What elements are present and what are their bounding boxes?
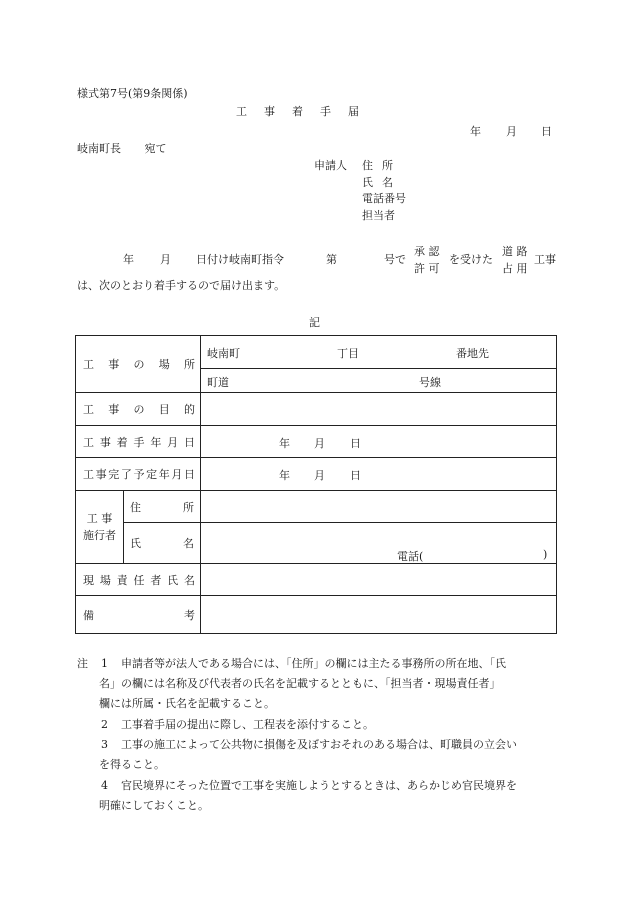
remarks-cell[interactable] [201, 596, 557, 634]
contractor-label-line1: 工 事 [86, 512, 113, 525]
location-road-type: 町道 [207, 376, 229, 389]
end-day: 日 [350, 469, 361, 482]
purpose-label: 工事の目的 [76, 393, 201, 426]
note-3-line-2: を得ること。 [99, 758, 165, 771]
body-dated-instruction: 日付け岐南町指令 [196, 253, 284, 266]
contractor-address-cell[interactable] [201, 491, 557, 523]
contractor-label [76, 491, 124, 564]
location-label: 工事の場所 [76, 336, 201, 393]
body-number-prefix: 第 [326, 253, 337, 266]
note-1-line-2: 名」の欄には名称及び代表者の氏名を記載するとともに、「担当者・現場責任者」 [99, 677, 501, 690]
end-date-label: 工事完了予定年月日 [76, 458, 201, 491]
end-date-row [76, 458, 557, 491]
body-line2: は、次のとおり着手するので届け出ます。 [77, 279, 286, 292]
applicant-label: 申請人 [314, 159, 347, 172]
note-3-number: 3 [101, 738, 108, 751]
site-manager-label: 現場責任者氏名 [76, 564, 201, 596]
end-month: 月 [314, 469, 325, 482]
applicant-phone-label: 電話番号 [362, 192, 406, 205]
date-month-label: 月 [506, 125, 517, 138]
contractor-phone-close: ) [543, 548, 548, 561]
page-title: 工事着手届 [236, 105, 376, 118]
start-year: 年 [279, 437, 290, 450]
date-day-label: 日 [541, 125, 552, 138]
note-2-line-1: 工事着手届の提出に際し、工程表を添付すること。 [121, 718, 374, 731]
note-4-line-1: 官民境界にそった位置で工事を実施しようとするときは、あらかじめ官民境界を [121, 779, 517, 792]
location-road-cell[interactable] [201, 369, 557, 393]
start-date-label: 工事着手年月日 [76, 426, 201, 458]
start-month: 月 [314, 437, 325, 450]
contractor-address-label: 住所 [124, 491, 201, 523]
applicant-person-in-charge-label: 担当者 [362, 209, 395, 222]
note-1-line-3: 欄には所属・氏名を記載すること。 [99, 697, 275, 710]
purpose-cell[interactable] [201, 393, 557, 426]
body-year: 年 [123, 253, 134, 266]
note-4-line-2: 明確にしておくこと。 [99, 799, 209, 812]
permit-option-license: 許 可 [414, 262, 440, 275]
contractor-name-cell[interactable] [201, 523, 557, 564]
location-address-cell[interactable] [201, 336, 557, 369]
contractor-label-line2: 施行者 [83, 529, 116, 542]
remarks-label: 備考 [76, 596, 201, 634]
note-3-line-1: 工事の施工によって公共物に損傷を及ぼすおそれのある場合は、町職員の立会い [121, 738, 517, 751]
location-chome: 丁目 [337, 347, 359, 360]
body-construction: 工事 [534, 253, 556, 266]
body-month: 月 [160, 253, 171, 266]
note-2-number: 2 [101, 718, 108, 731]
construction-option-road: 道 路 [502, 245, 528, 258]
contractor-phone-label: 電話( [397, 550, 424, 563]
location-banchi: 番地先 [456, 347, 489, 360]
start-date-cell[interactable] [201, 426, 557, 458]
end-year: 年 [279, 469, 290, 482]
location-town: 岐南町 [207, 347, 240, 360]
ki-heading: 記 [309, 316, 320, 329]
note-1-line-1: 申請者等が法人である場合には、「住所」の欄には主たる事務所の所在地、「氏 [121, 657, 506, 670]
purpose-row [76, 393, 557, 426]
end-date-cell[interactable] [201, 458, 557, 491]
applicant-address-label: 住所 [362, 159, 402, 172]
addressee: 岐南町長 宛て [77, 142, 167, 155]
notes-heading: 注 [77, 657, 88, 670]
note-1-number: 1 [101, 657, 108, 670]
contractor-name-label: 氏名 [124, 523, 201, 564]
start-day: 日 [350, 437, 361, 450]
body-number-suffix: 号で [384, 253, 406, 266]
body-received: を受けた [449, 253, 493, 266]
construction-option-occupancy: 占 用 [502, 262, 528, 275]
start-date-row [76, 426, 557, 458]
location-road-no: 号線 [419, 376, 441, 389]
construction-form-table [75, 335, 557, 634]
note-4-number: 4 [101, 779, 108, 792]
date-year-label: 年 [470, 125, 481, 138]
applicant-name-label: 氏名 [362, 176, 402, 189]
contractor-address-row [76, 491, 557, 523]
form-number: 様式第7号(第9条関係) [77, 87, 188, 100]
site-manager-cell[interactable] [201, 564, 557, 596]
site-manager-row [76, 564, 557, 596]
remarks-row [76, 596, 557, 634]
permit-option-approval: 承 認 [414, 245, 440, 258]
permit-type-options [414, 243, 440, 277]
contractor-name-row [76, 523, 557, 564]
location-row-1 [76, 336, 557, 369]
construction-type-options [502, 243, 528, 277]
